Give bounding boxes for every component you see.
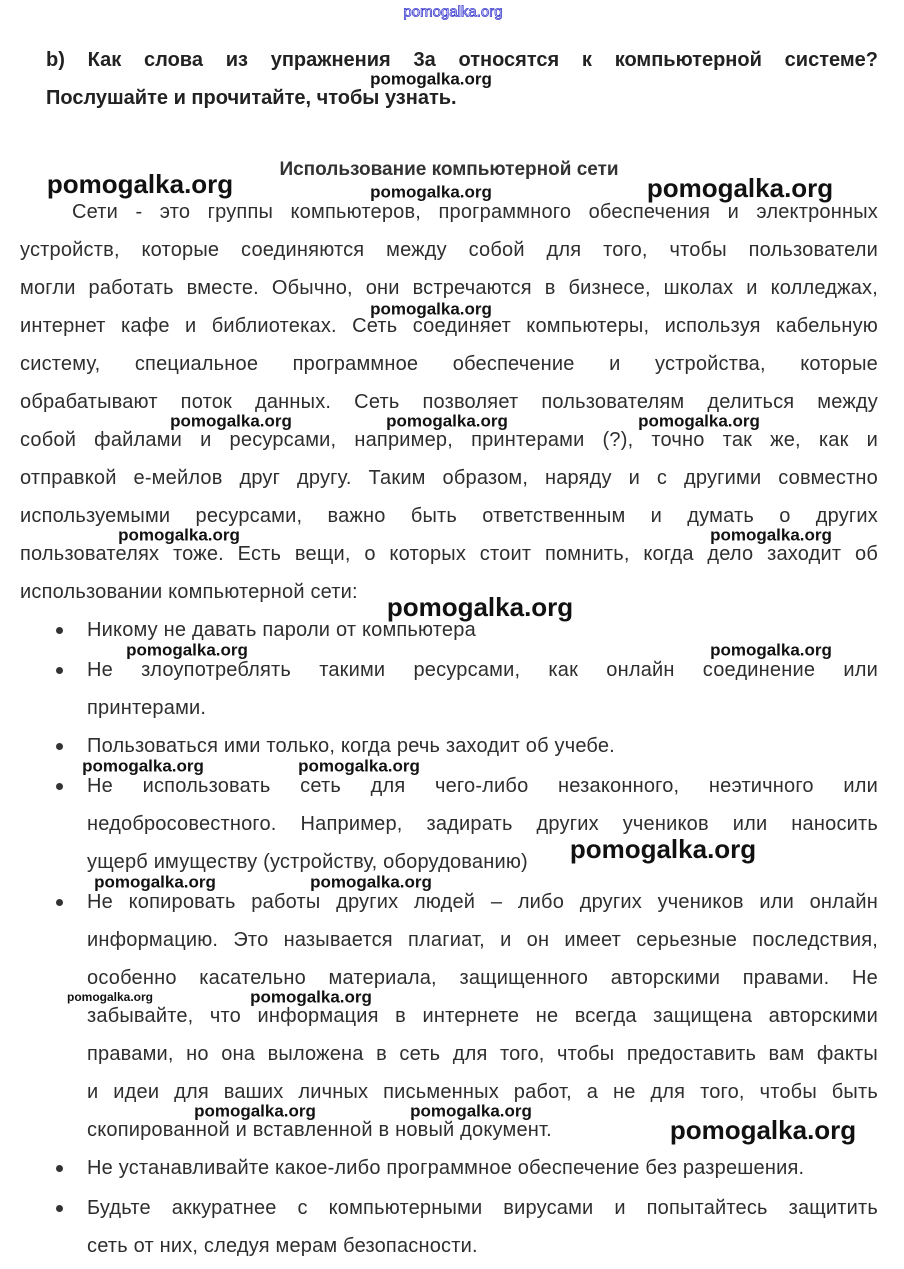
watermark-text: pomogalka.org <box>669 1115 857 1145</box>
watermark-text: pomogalka.org <box>82 756 204 776</box>
watermark-text: pomogalka.org <box>710 640 832 660</box>
watermark-text: pomogalka.org <box>386 592 574 622</box>
bullet-line: Не устанавливайте какое-либо программное обеспечение без разрешения. <box>87 1157 805 1179</box>
watermark-text: pomogalka.org <box>250 987 372 1007</box>
paragraph-line: собой файлами и ресурсами, например, принтерами (?), точно так же, как и <box>20 429 878 451</box>
bullet-line: Пользоваться ими только, когда речь заходит об учебе. <box>87 735 615 757</box>
paragraph-line: интернет кафе и библиотеках. Сеть соединяет компьютеры, используя кабельную <box>20 315 878 337</box>
watermark-text: pomogalka.org <box>370 69 492 89</box>
bullet-line: Никому не давать пароли от компьютера <box>87 619 476 641</box>
bullet-icon <box>56 1165 63 1172</box>
watermark-text: pomogalka.org <box>118 525 240 545</box>
watermark-text: pomogalka.org <box>66 990 154 1004</box>
paragraph-line: обрабатывают поток данных. Сеть позволяет пользователям делиться между <box>20 391 878 413</box>
paragraph-line: Сети - это группы компьютеров, программного обеспечения и электронных <box>72 201 878 223</box>
watermark-text: pomogalka.org <box>646 173 834 203</box>
bullet-icon <box>56 667 63 674</box>
watermark-text: pomogalka.org <box>194 1101 316 1121</box>
bullet-line: и идеи для ваших личных письменных работ, а не для того, чтобы быть <box>87 1081 878 1103</box>
bullet-icon <box>56 899 63 906</box>
watermark-text: pomogalka.org <box>170 411 292 431</box>
watermark-text: pomogalka.org <box>310 872 432 892</box>
bullet-line: принтерами. <box>87 697 207 719</box>
bullet-line: забывайте, что информация в интернете не всегда защищена авторскими <box>87 1005 878 1027</box>
bullet-line: Не использовать сеть для чего-либо незаконного, неэтичного или <box>87 775 878 797</box>
bullet-line: ущерб имуществу (устройству, оборудованию) <box>87 851 528 873</box>
bullet-line: Не злоупотреблять такими ресурсами, как онлайн соединение или <box>87 659 878 681</box>
bullet-icon <box>56 783 63 790</box>
watermark-text: pomogalka.org <box>370 299 492 319</box>
paragraph-line: использовании компьютерной сети: <box>20 581 358 603</box>
bullet-icon <box>56 1205 63 1212</box>
paragraph-line: могли работать вместе. Обычно, они встречаются в бизнесе, школах и колледжах, <box>20 277 878 299</box>
bullet-line: недобросовестного. Например, задирать других учеников или наносить <box>87 813 878 835</box>
watermark-text: pomogalka.org <box>569 834 757 864</box>
paragraph-line: используемыми ресурсами, важно быть ответственным и думать о других <box>20 505 878 527</box>
question-line: Послушайте и прочитайте, чтобы узнать. <box>46 87 457 109</box>
bullet-line: скопированной и вставленной в новый документ. <box>87 1119 552 1141</box>
watermark-text: pomogalka.org <box>410 1101 532 1121</box>
bullet-line: правами, но она выложена в сеть для того, чтобы предоставить вам факты <box>87 1043 878 1065</box>
question-line: b) Как слова из упражнения 3a относятся к компьютерной системе? <box>46 49 878 71</box>
bullet-line: Не копировать работы других людей – либо других учеников или онлайн <box>87 891 878 913</box>
watermark-text: pomogalka.org <box>298 756 420 776</box>
bullet-line: сеть от них, следуя мерам безопасности. <box>87 1235 478 1257</box>
watermark-text: pomogalka.org <box>370 182 492 202</box>
bullet-icon <box>56 627 63 634</box>
bullet-line: информацию. Это называется плагиат, и он имеет серьезные последствия, <box>87 929 878 951</box>
paragraph-line: пользователях тоже. Есть вещи, о которых стоит помнить, когда дело заходит об <box>20 543 878 565</box>
paragraph-line: систему, специальное программное обеспечение и устройства, которые <box>20 353 878 375</box>
section-heading: Использование компьютерной сети <box>279 159 619 180</box>
watermark-text: pomogalka.org <box>710 525 832 545</box>
watermark-text: pomogalka.org <box>386 411 508 431</box>
watermark-text: pomogalka.org <box>94 872 216 892</box>
watermark-text: pomogalka.org <box>403 3 503 21</box>
watermark-text: pomogalka.org <box>638 411 760 431</box>
paragraph-line: отправкой е-мейлов друг другу. Таким образом, наряду и с другими совместно <box>20 467 878 489</box>
paragraph-line: устройств, которые соединяются между собой для того, чтобы пользователи <box>20 239 878 261</box>
watermark-text: pomogalka.org <box>46 169 234 199</box>
bullet-line: особенно касательно материала, защищенного авторскими правами. Не <box>87 967 878 989</box>
watermark-text: pomogalka.org <box>126 640 248 660</box>
bullet-line: Будьте аккуратнее с компьютерными вирусами и попытайтесь защитить <box>87 1197 878 1219</box>
bullet-icon <box>56 743 63 750</box>
